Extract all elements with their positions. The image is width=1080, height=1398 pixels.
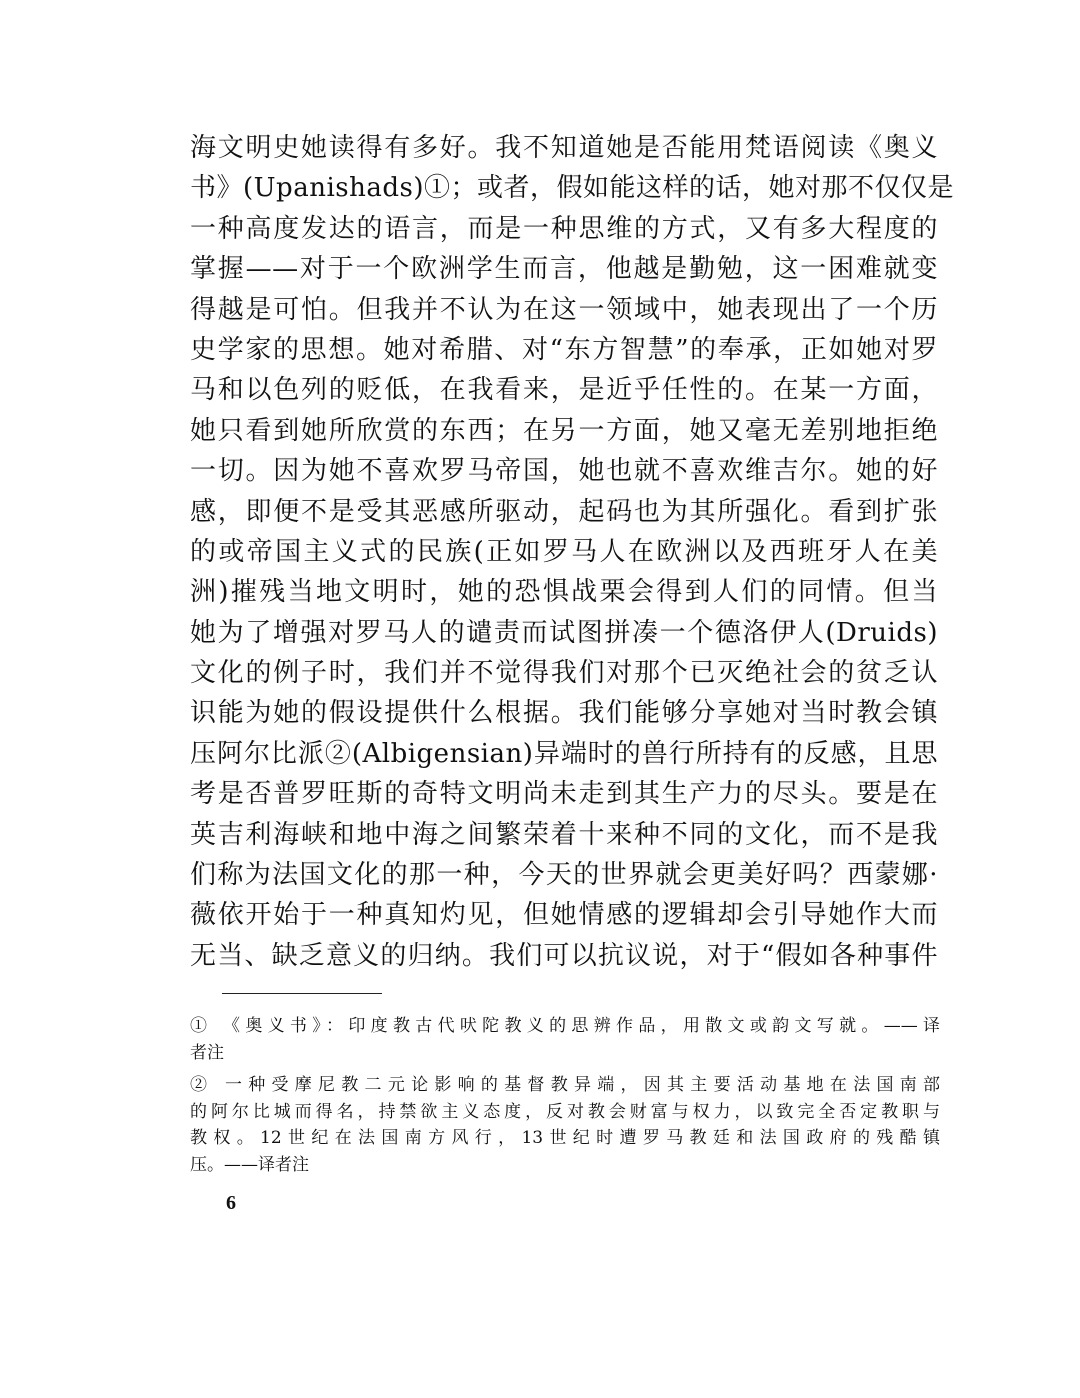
text-line: 她为了增强对罗马人的谴责而试图拼凑一个德洛伊人(Druids) [190,617,938,648]
text-line: 识能为她的假设提供什么根据。我们能够分享她对当时教会镇 [190,698,938,729]
text-line: 英吉利海峡和地中海之间繁荣着十来种不同的文化，而不是我 [190,819,938,850]
text-line: 一切。因为她不喜欢罗马帝国，她也就不喜欢维吉尔。她的好 [190,456,938,487]
text-line: 薇依开始于一种真知灼见，但她情感的逻辑却会引导她作大而 [190,900,938,931]
text-line: 的或帝国主义式的民族(正如罗马人在欧洲以及西班牙人在美 [190,536,938,567]
page-number: 6 [226,1192,236,1214]
text-line: 马和以色列的贬低，在我看来，是近乎任性的。在某一方面， [190,375,938,406]
footnote-2-line: 的阿尔比城而得名，持禁欲主义态度，反对教会财富与权力，以致完全否定教职与 [190,1101,940,1122]
text-line: 她只看到她所欣赏的东西；在另一方面，她又毫无差别地拒绝 [190,415,938,446]
text-line: 压阿尔比派②(Albigensian)异端时的兽行所持有的反感，且思 [190,738,938,769]
text-line: 史学家的思想。她对希腊、对“东方智慧”的奉承，正如她对罗 [190,334,938,365]
footnote-2-line: 教权。12世纪在法国南方风行，13世纪时遭罗马教廷和法国政府的残酷镇 [190,1128,940,1148]
text-line: 得越是可怕。但我并不认为在这一领域中，她表现出了一个历 [190,294,938,325]
footnote-2-line: ② 一种受摩尼教二元论影响的基督教异端，因其主要活动基地在法国南部 [190,1075,940,1095]
footnote-1-line: 者注 [190,1042,224,1063]
text-line: 文化的例子时，我们并不觉得我们对那个已灭绝社会的贫乏认 [190,658,938,689]
footnote-1-line: ① 《奥义书》：印度教古代吠陀教义的思辨作品，用散文或韵文写就。——译 [190,1016,940,1036]
footnote-divider [222,993,382,994]
text-line: 掌握——对于一个欧洲学生而言，他越是勤勉，这一困难就变 [190,254,938,285]
text-line: 们称为法国文化的那一种，今天的世界就会更美好吗？西蒙娜· [190,860,938,891]
footnote-2-line: 压。——译者注 [190,1154,309,1175]
footnotes [190,1013,940,1178]
body-text [190,128,954,976]
text-line: 海文明史她读得有多好。我不知道她是否能用梵语阅读《奥义 [190,133,938,163]
text-line: 感，即便不是受其恶感所驱动，起码也为其所强化。看到扩张 [190,496,938,527]
text-line: 考是否普罗旺斯的奇特文明尚未走到其生产力的尽头。要是在 [190,779,938,810]
text-line: 书》(Upanishads)①；或者，假如能这样的话，她对那不仅仅是 [190,173,954,204]
text-line: 一种高度发达的语言，而是一种思维的方式，又有多大程度的 [190,213,938,244]
text-line: 无当、缺乏意义的归纳。我们可以抗议说，对于“假如各种事件 [190,940,938,971]
text-line: 洲)摧残当地文明时，她的恐惧战栗会得到人们的同情。但当 [190,577,938,608]
